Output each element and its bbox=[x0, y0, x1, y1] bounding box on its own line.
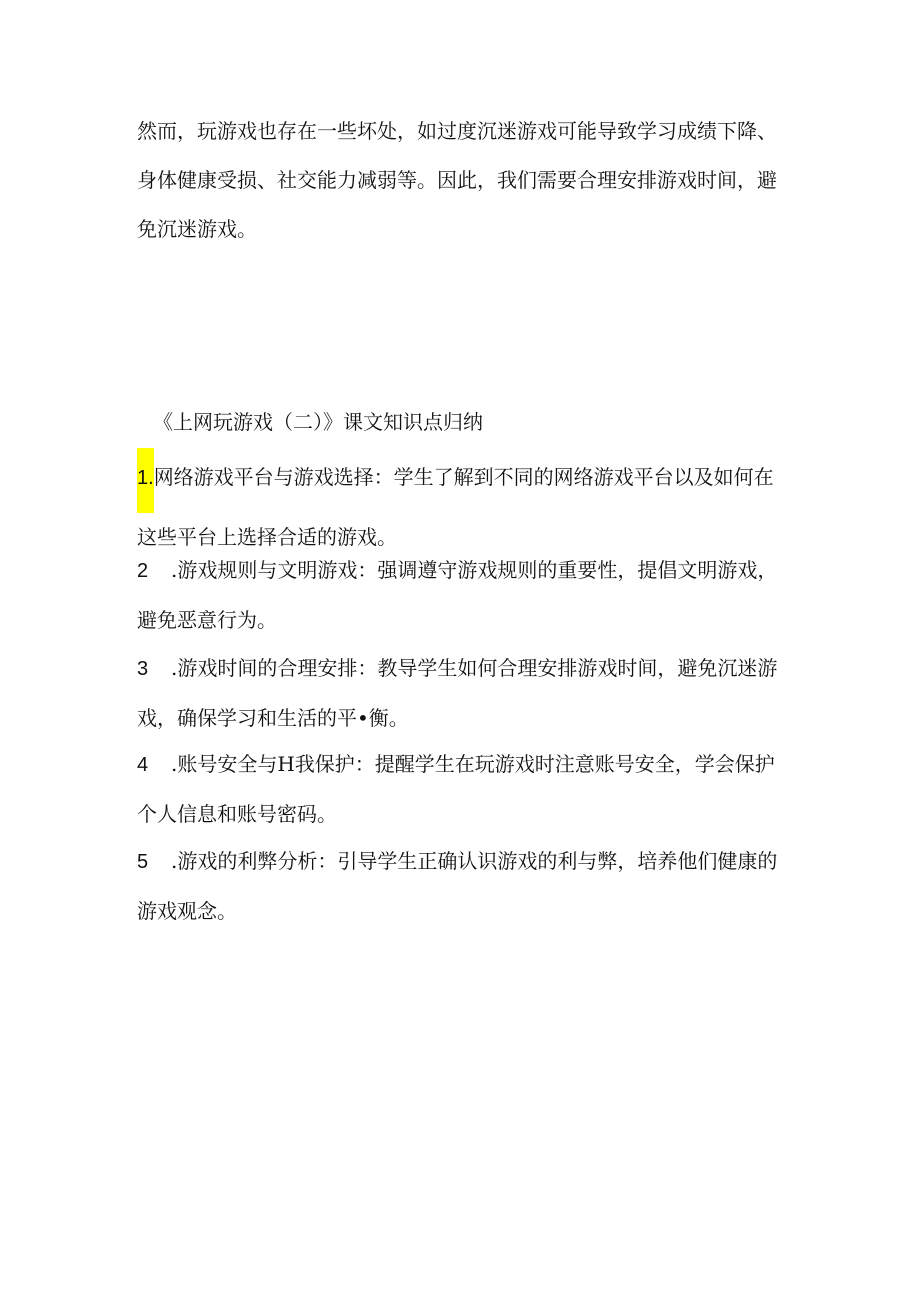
list-item-text-4: .账号安全与H我保护：提醒学生在玩游戏时注意账号安全，学会保护个人信息和账号密码。 bbox=[137, 752, 775, 826]
intro-paragraph: 然而，玩游戏也存在一些坏处，如过度沉迷游戏可能导致学习成绩下降、身体健康受损、社交能力减弱等。因此，我们需要合理安排游戏时间，避免沉迷游戏。 bbox=[137, 119, 777, 241]
list-item-number-2: 2 bbox=[137, 560, 149, 582]
list-item-text-3: .游戏时间的合理安排：教导学生如何合理安排游戏时间，避免沉迷游戏，确保学习和生活的平•衡。 bbox=[137, 656, 778, 730]
list-item-1 bbox=[137, 448, 792, 562]
list-item-text-5: .游戏的利弊分析：引导学生正确认识游戏的利与弊，培养他们健康的游戏观念。 bbox=[137, 849, 778, 923]
list-item-number-5: 5 bbox=[137, 851, 149, 873]
list-item-number-3: 3 bbox=[137, 658, 149, 680]
list-item-text-2: .游戏规则与文明游戏：强调遵守游戏规则的重要性，提倡文明游戏，避免恶意行为。 bbox=[137, 558, 778, 632]
list-item-4 bbox=[137, 740, 792, 839]
list-item-5 bbox=[137, 837, 792, 936]
list-item-number-4: 4 bbox=[137, 754, 149, 776]
list-item-3 bbox=[137, 644, 792, 743]
list-item-2 bbox=[137, 546, 792, 645]
list-item-text-1: 网络游戏平台与游戏选择：学生了解到不同的网络游戏平台以及如何在这些平台上选择合适的游戏。 bbox=[137, 465, 774, 549]
section-title: 《上网玩游戏（二）》课文知识点归纳 bbox=[153, 410, 483, 434]
list-item-number-1: 1. bbox=[137, 448, 154, 513]
